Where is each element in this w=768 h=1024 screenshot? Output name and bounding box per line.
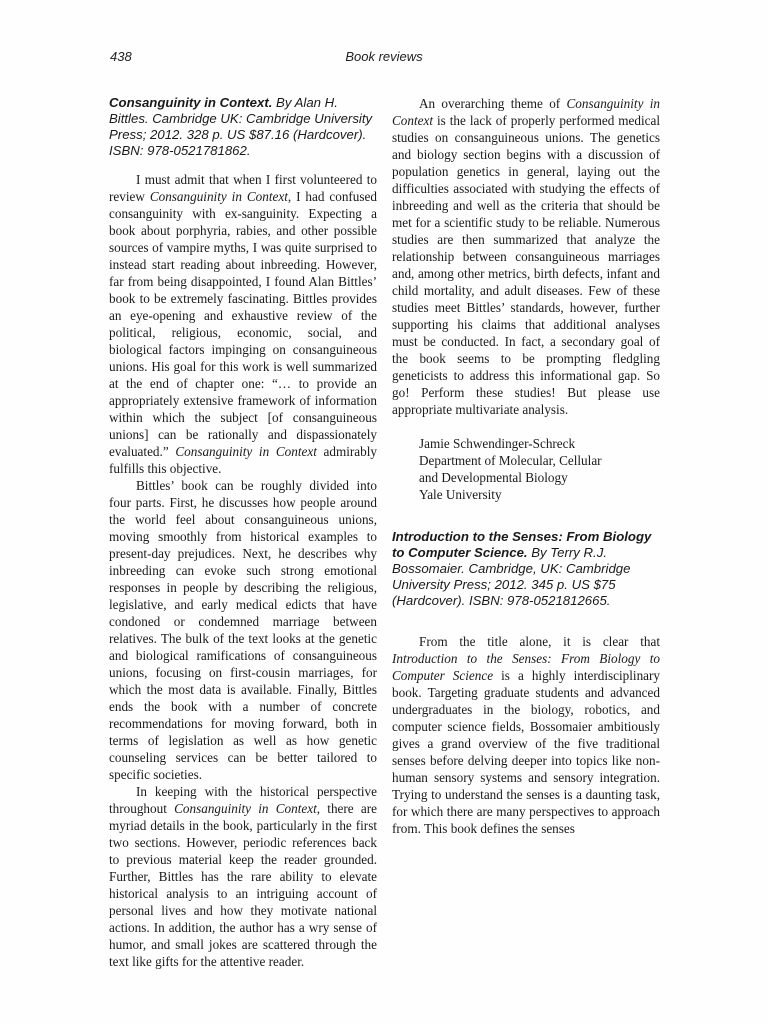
review2-citation: By Terry R.J. Bossomaier. Cambridge, UK: Cambridge University Press; 2012. 345 p. US $75 (Hardcover). ISBN: 978-0521812665.	[392, 545, 631, 608]
reviewer-department-2: and Developmental Biology	[419, 470, 568, 485]
review1-paragraph-3: In keeping with the historical perspective throughout Consanguinity in Context, there are myriad details in the book, particularly in the first two sections. However, periodic references back to previous material keep the reader grounded. Further, Bittles has the rare ability to elevate historical analysis to an intriguing account of personal lives and how they motivate national actions. In addition, the author has a wry sense of humor, and small jokes are scattered through the text like gifts for the attentive reader.	[109, 784, 377, 969]
reviewer-institution: Yale University	[419, 487, 502, 502]
review2-paragraph-1: From the title alone, it is clear that Introduction to the Senses: From Biology to Computer Science is a highly interdisciplinary book. Targeting graduate students and advanced undergraduates in the biology, robotics, and computer science fields, Bossomaier ambitiously gives a grand overview of the five traditional senses before delving deeper into topics like non-human sensory systems and sensory integration. Trying to understand the senses is a daunting task, for which there are many perspectives to approach from. This book defines the senses	[392, 634, 661, 836]
page-number: 438	[110, 49, 132, 64]
left-column	[109, 95, 377, 970]
review1-heading	[109, 95, 377, 159]
review1-paragraph-2: Bittles’ book can be roughly divided into four parts. First, he discusses how people around the world feel about consanguineous unions, moving smoothly from historical examples to present-day prejudices. Next, he describes why inbreeding can evoke such strong emotional responses in people by describing the religious, legislative, and early medical edicts that have condoned or condemned marriage between relatives. The bulk of the text looks at the genetic and biological ramifications of consanguineous unions, focusing on first-cousin marriages, for which the most data is available. Finally, Bittles ends the book with a number of concrete recommendations for moving forward, both in terms of legislation as well as how genetic counseling services can be better tailored to specific societies.	[109, 478, 377, 782]
reviewer-name: Jamie Schwendinger-Schreck	[419, 436, 576, 451]
running-title: Book reviews	[345, 49, 423, 64]
review1-paragraph-1: I must admit that when I first volunteered to review Consanguinity in Context, I had confused consanguinity with ex-sanguinity. Expecting a book about porphyria, rabies, and other possible sources of vampire myths, I was quite surprised to instead start reading about inbreeding. However, far from being disappointed, I found Alan Bittles’ book to be extremely fascinating. Bittles provides an eye-opening and exhaustive review of the political, religious, economic, social, and biological factors impinging on consanguineous unions. His goal for this work is well summarized at the end of chapter one: “… to provide an appropriately extensive framework of information within which the subject [of consanguineous unions] can be rationally and dispassionately evaluated.” Consanguinity in Context admirably fulfills this objective.	[109, 172, 377, 476]
review2-title: Introduction to the Senses: From Biology to Computer Science.	[392, 529, 652, 560]
review2-heading	[392, 529, 660, 609]
reviewer-signature	[419, 435, 660, 503]
review1-title: Consanguinity in Context.	[109, 95, 273, 110]
reviewer-department-1: Department of Molecular, Cellular	[419, 453, 602, 468]
right-column	[392, 95, 660, 837]
review1-paragraph-4: An overarching theme of Consanguinity in Context is the lack of properly performed medical studies on consanguineous unions. The genetics and biology section begins with a discussion of population genetics in general, laying out the difficulties associated with studying the effects of inbreeding and well as the criteria that should be met for a scientific study to be reliable. Numerous studies are then summarized that analyze the relationship between consanguineous marriages and, among other metrics, birth defects, infant and child mortality, and adult diseases. Few of these studies meet Bittles’ standards, however, further supporting his claims that additional analyses must be conducted. In fact, a secondary goal of the book seems to be prompting fledgling geneticists to address this informational gap. So go! Perform these studies! But please use appropriate multivariate analysis.	[392, 96, 660, 417]
review1-citation: By Alan H. Bittles. Cambridge UK: Cambridge University Press; 2012. 328 p. US $87.16 (Hardcover). ISBN: 978-0521781862.	[109, 95, 373, 158]
